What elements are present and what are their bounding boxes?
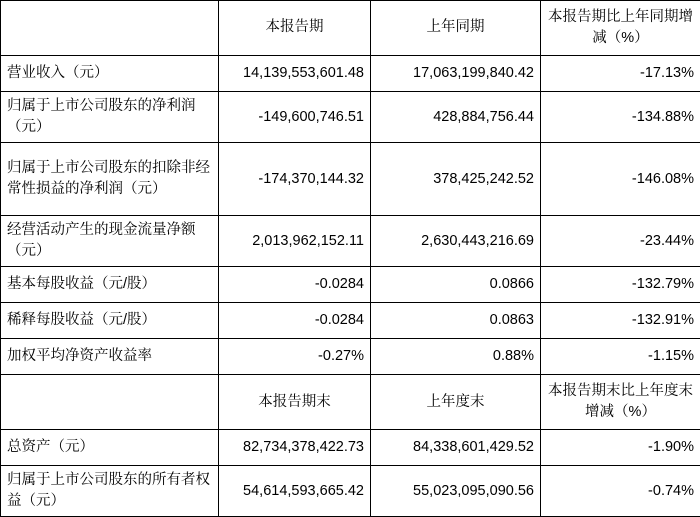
row-label: 经营活动产生的现金流量净额（元） (1, 216, 219, 267)
row-label: 稀释每股收益（元/股） (1, 303, 219, 339)
row-label: 归属于上市公司股东的扣除非经常性损益的净利润（元） (1, 143, 219, 216)
table-row (1, 430, 700, 466)
row-label: 营业收入（元） (1, 56, 219, 92)
header-corner-cell-2 (1, 375, 219, 430)
header-previous-period: 上年同期 (371, 1, 541, 56)
row-previous-value: 55,023,095,090.56 (371, 466, 541, 517)
row-previous-value: 428,884,756.44 (371, 92, 541, 143)
row-change-value: -1.90% (541, 430, 700, 466)
header-period-change: 本报告期比上年同期增减（%） (541, 1, 700, 56)
row-change-value: -132.91% (541, 303, 700, 339)
row-previous-value: 17,063,199,840.42 (371, 56, 541, 92)
header-previous-year-end: 上年度末 (371, 375, 541, 430)
row-label: 归属于上市公司股东的所有者权益（元） (1, 466, 219, 517)
row-current-value: -149,600,746.51 (219, 92, 371, 143)
row-change-value: -132.79% (541, 267, 700, 303)
row-change-value: -134.88% (541, 92, 700, 143)
row-change-value: -17.13% (541, 56, 700, 92)
row-current-value: -0.0284 (219, 267, 371, 303)
table-row (1, 143, 700, 216)
header-current-period-end: 本报告期末 (219, 375, 371, 430)
row-current-value: -174,370,144.32 (219, 143, 371, 216)
header-corner-cell (1, 1, 219, 56)
row-previous-value: 0.0863 (371, 303, 541, 339)
row-previous-value: 0.88% (371, 339, 541, 375)
table-header-row-endperiod (1, 375, 700, 430)
row-current-value: -0.0284 (219, 303, 371, 339)
row-previous-value: 2,630,443,216.69 (371, 216, 541, 267)
row-previous-value: 0.0866 (371, 267, 541, 303)
table-row (1, 216, 700, 267)
row-current-value: 2,013,962,152.11 (219, 216, 371, 267)
table-row (1, 339, 700, 375)
header-endperiod-change: 本报告期末比上年度末增减（%） (541, 375, 700, 430)
row-current-value: -0.27% (219, 339, 371, 375)
row-change-value: -1.15% (541, 339, 700, 375)
row-current-value: 82,734,378,422.73 (219, 430, 371, 466)
row-label: 总资产（元） (1, 430, 219, 466)
row-previous-value: 378,425,242.52 (371, 143, 541, 216)
row-current-value: 54,614,593,665.42 (219, 466, 371, 517)
row-current-value: 14,139,553,601.48 (219, 56, 371, 92)
table-row (1, 92, 700, 143)
row-label: 基本每股收益（元/股） (1, 267, 219, 303)
table-header-row-period (1, 1, 700, 56)
table-row (1, 56, 700, 92)
table-row (1, 466, 700, 517)
table-row (1, 267, 700, 303)
row-change-value: -0.74% (541, 466, 700, 517)
row-label: 归属于上市公司股东的净利润（元） (1, 92, 219, 143)
header-current-period: 本报告期 (219, 1, 371, 56)
row-label: 加权平均净资产收益率 (1, 339, 219, 375)
row-change-value: -23.44% (541, 216, 700, 267)
row-previous-value: 84,338,601,429.52 (371, 430, 541, 466)
row-change-value: -146.08% (541, 143, 700, 216)
table-row (1, 303, 700, 339)
